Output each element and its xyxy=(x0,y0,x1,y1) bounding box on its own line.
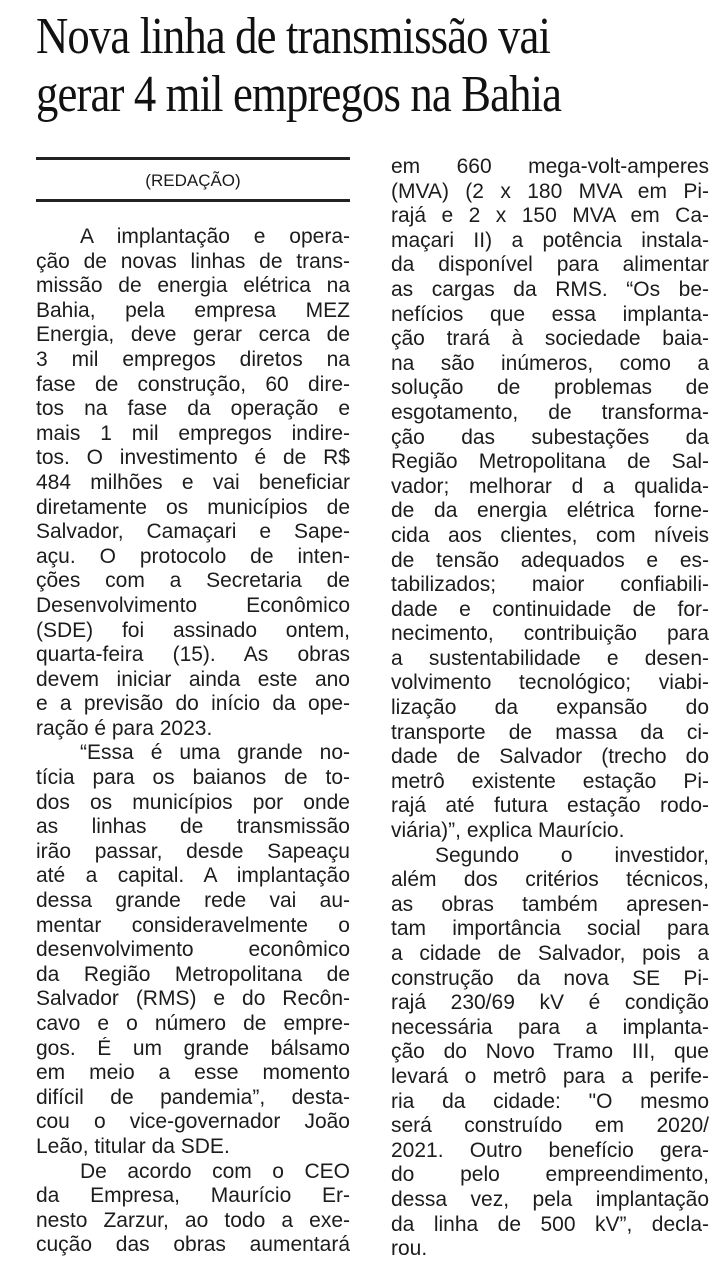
article-column-left xyxy=(36,225,350,1258)
text-line: mais 1 mil empregos indire- xyxy=(36,421,350,445)
text-line: ção do Novo Tramo III, que xyxy=(391,1040,709,1064)
text-line: nefícios que essa implanta- xyxy=(391,302,709,326)
text-line: tabilizados; maior confiabili- xyxy=(391,573,709,597)
text-line: Segundo o investidor, xyxy=(435,843,709,867)
article-column-right xyxy=(391,155,709,1262)
text-line: irão passar, desde Sapeaçu xyxy=(36,839,350,863)
text-line: vador; melhorar d a qualida- xyxy=(391,474,709,498)
text-line: do pelo empreendimento, xyxy=(391,1163,709,1187)
text-line: rajá 230/69 kV é condição xyxy=(391,991,709,1015)
text-line: tos. O investimento é de R$ xyxy=(36,446,350,470)
text-line: “Essa é uma grande no- xyxy=(80,741,350,765)
headline xyxy=(36,8,621,124)
text-line: ração é para 2023. xyxy=(36,716,213,740)
text-line: até a capital. A implantação xyxy=(36,864,350,888)
text-line: cavo e o número de empre- xyxy=(36,1012,350,1035)
text-line: de da energia elétrica forne- xyxy=(391,499,709,523)
text-line: cou o vice-governador João xyxy=(36,1110,350,1134)
text-line: as linhas de transmissão xyxy=(36,815,350,839)
text-line: as obras também apresen- xyxy=(391,892,709,916)
text-line: quarta-feira (15). As obras xyxy=(36,643,350,667)
text-line: lização da expansão do xyxy=(391,696,709,720)
text-line: na são inúmeros, como a xyxy=(391,351,709,375)
byline-top-rule xyxy=(36,157,350,160)
text-line: tos na fase da operação e xyxy=(36,397,350,421)
text-line: além dos critérios técnicos, xyxy=(391,868,709,892)
text-line: rou. xyxy=(391,1237,428,1261)
text-line: ções com a Secretaria de xyxy=(36,569,350,593)
text-line: as cargas da RMS. “Os be- xyxy=(391,277,709,301)
text-line: construção da nova SE Pi- xyxy=(391,966,709,990)
text-line: transporte de massa da ci- xyxy=(391,720,709,744)
text-line: 2021. Outro benefício gera- xyxy=(391,1138,709,1162)
text-line: em meio a esse momento xyxy=(36,1061,350,1085)
text-line: cida aos clientes, com níveis xyxy=(391,523,709,547)
text-line: Desenvolvimento Econômico xyxy=(36,593,350,617)
text-line: De acordo com o CEO xyxy=(80,1159,350,1183)
text-line: viária)”, explica Maurício. xyxy=(391,819,625,843)
text-line: 484 milhões e vai beneficiar xyxy=(36,470,350,494)
text-line: missão de energia elétrica na xyxy=(36,274,350,298)
text-line: levará o metrô para a perife- xyxy=(391,1064,709,1088)
text-line: ção trará à sociedade baia- xyxy=(391,327,709,351)
text-line: tam importância social para xyxy=(391,917,709,941)
text-line: a cidade de Salvador, pois a xyxy=(391,942,709,965)
headline-line: gerar 4 mil empregos na Bahia xyxy=(36,66,562,123)
text-line: Leão, titular da SDE. xyxy=(36,1134,230,1158)
text-line: gos. É um grande bálsamo xyxy=(36,1036,350,1060)
text-line: mentar consideravelmente o xyxy=(36,913,350,937)
text-line: da linha de 500 kV”, decla- xyxy=(391,1212,709,1236)
text-line: necimento, contribuição para xyxy=(391,622,709,646)
text-line: a sustentabilidade e desen- xyxy=(391,646,709,670)
text-line: esgotamento, de transforma- xyxy=(391,400,709,424)
text-line: de tensão adequados e es- xyxy=(391,548,709,572)
text-line: solução de problemas de xyxy=(391,376,709,400)
text-line: desenvolvimento econômico xyxy=(36,938,350,962)
text-line: metrô existente estação Pi- xyxy=(391,769,709,793)
text-line: dos os municípios por onde xyxy=(36,790,350,814)
byline-bottom-rule xyxy=(36,199,350,202)
text-line: diretamente os municípios de xyxy=(36,495,350,519)
headline-line: Nova linha de transmissão vai xyxy=(36,8,551,65)
text-line: da Região Metropolitana de xyxy=(36,962,350,986)
text-line: dessa grande rede vai au- xyxy=(36,889,350,913)
text-line: (MVA) (2 x 180 MVA em Pi- xyxy=(391,179,709,203)
text-line: Salvador, Camaçari e Sape- xyxy=(36,520,350,544)
text-line: cução das obras aumentará xyxy=(36,1233,350,1257)
text-line: rajá e 2 x 150 MVA em Ca- xyxy=(391,204,709,228)
text-line: dade de Salvador (trecho do xyxy=(391,745,709,769)
text-line: da Empresa, Maurício Er- xyxy=(36,1184,350,1208)
text-line: maçari II) a potência instala- xyxy=(391,228,709,252)
text-line: difícil de pandemia”, desta- xyxy=(36,1085,350,1109)
text-line: Energia, deve gerar cerca de xyxy=(36,323,350,347)
text-line: Bahia, pela empresa MEZ xyxy=(36,298,350,322)
text-line: fase de construção, 60 dire- xyxy=(36,372,350,396)
byline: (REDAÇÃO) xyxy=(145,171,241,190)
text-line: será construído em 2020/ xyxy=(391,1114,709,1138)
text-line: tícia para os baianos de to- xyxy=(36,766,350,790)
text-line: Região Metropolitana de Sal- xyxy=(391,450,709,474)
text-line: ria da cidade: "O mesmo xyxy=(391,1089,709,1113)
text-line: ção de novas linhas de trans- xyxy=(36,249,350,273)
text-line: volvimento tecnológico; viabi- xyxy=(391,671,709,695)
text-line: e a previsão do início da ope- xyxy=(36,692,350,716)
text-line: 3 mil empregos diretos na xyxy=(36,347,350,371)
text-line: devem iniciar ainda este ano xyxy=(36,667,350,691)
text-line: ção das subestações da xyxy=(391,425,709,449)
text-line: açu. O protocolo de inten- xyxy=(36,544,350,568)
text-line: necessária para a implanta- xyxy=(391,1015,709,1039)
text-line: dade e continuidade de for- xyxy=(391,597,709,621)
text-line: rajá até futura estação rodo- xyxy=(391,794,709,818)
text-line: dessa vez, pela implantação xyxy=(391,1187,709,1211)
text-line: nesto Zarzur, ao todo a exe- xyxy=(36,1208,350,1232)
text-line: da disponível para alimentar xyxy=(391,253,709,277)
text-line: em 660 mega-volt-amperes xyxy=(391,155,709,178)
text-line: (SDE) foi assinado ontem, xyxy=(36,618,350,642)
text-line: Salvador (RMS) e do Recôn- xyxy=(36,987,350,1011)
text-line: A implantação e opera- xyxy=(80,225,350,248)
